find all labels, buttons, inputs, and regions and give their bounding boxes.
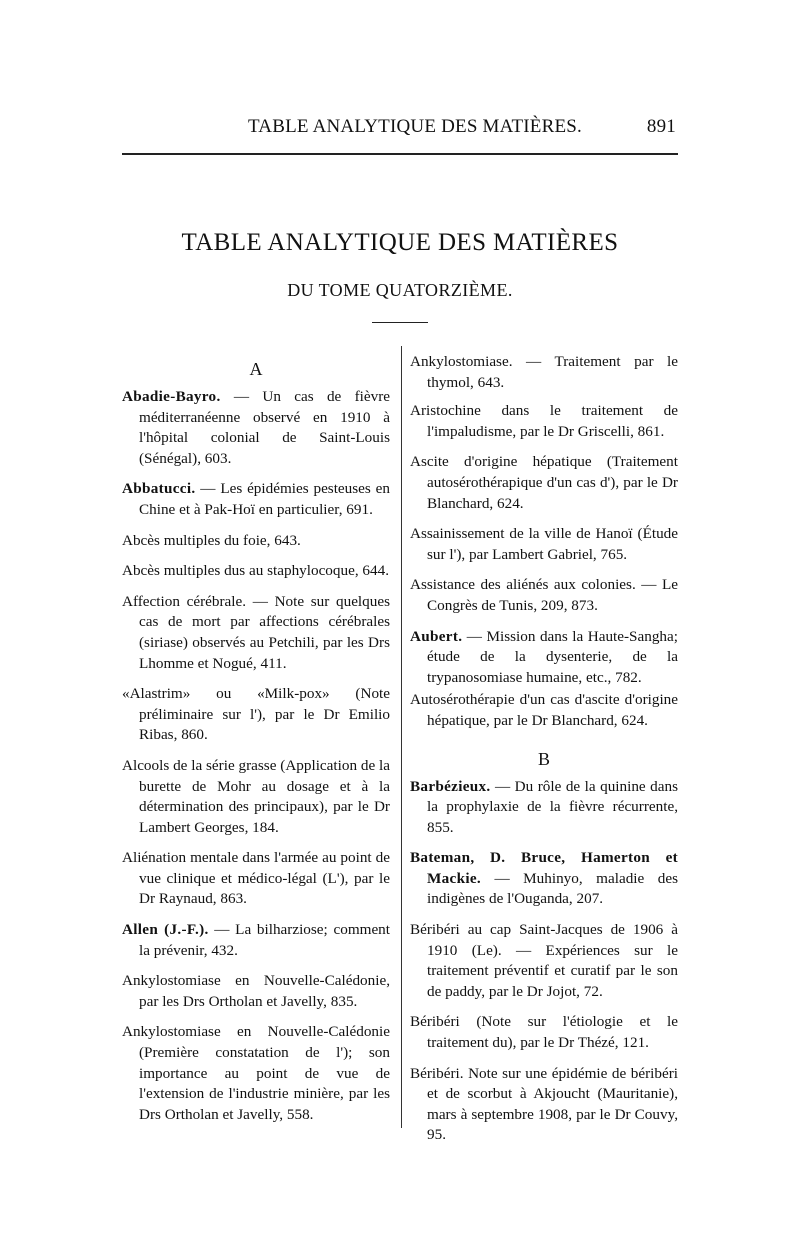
section-letter-a: A [249, 359, 263, 379]
entry-text: Abcès multiples du foie, 643. [122, 531, 301, 549]
index-entry [410, 1064, 678, 1146]
entry-head: Aubert. [410, 627, 463, 645]
index-entry [410, 575, 678, 616]
index-entry [122, 479, 390, 520]
index-entry [122, 848, 390, 910]
running-title: TABLE ANALYTIQUE DES MATIÈRES. [248, 116, 583, 137]
entry-text: Aristochine dans le traitement de l'impaludisme, par le Dr Griscelli, 861. [410, 402, 678, 440]
index-entry [410, 1012, 678, 1053]
index-entry [122, 561, 390, 582]
index-entry [410, 524, 678, 565]
entry-text: Alcools de la série grasse (Application de la burette de Mohr au dosage et à la détermination des principaux), par le Dr Lambert Georges, 184. [122, 756, 390, 836]
index-entry [410, 352, 678, 393]
entry-text: Béribéri au cap Saint-Jacques de 1906 à 1910 (Le). — Expériences sur le traitement préventif et curatif par le son de paddy, par le Dr Jojot, 72. [410, 921, 678, 1000]
index-entry [122, 684, 390, 746]
entry-text: Ankylostomiase. — Traitement par le thymol, 643. [410, 353, 678, 391]
entry-text: — Du rôle de la quinine dans la prophylaxie de la fièvre récurrente, 855. [427, 777, 678, 836]
index-entry [410, 401, 678, 442]
index-entry [410, 848, 678, 910]
entry-text: Assistance des aliénés aux colonies. — Le Congrès de Tunis, 209, 873. [410, 576, 678, 614]
entry-head: Abadie-Bayro. [122, 388, 221, 405]
index-entry [122, 387, 390, 469]
right-entries-b [410, 777, 678, 1147]
entry-text: — Les épidémies pesteuses en Chine et à Pak-Hoï en particulier, 691. [139, 480, 390, 518]
index-entry [122, 1022, 390, 1125]
entry-head: Barbézieux. [410, 777, 491, 795]
index-entry [122, 756, 390, 838]
section-letter-b: B [537, 748, 550, 769]
entry-text: Assainissement de la ville de Hanoï (Étude sur l'), par Lambert Gabriel, 765. [410, 525, 678, 563]
entry-head: Allen (J.-F.). [122, 921, 209, 939]
left-column [122, 358, 390, 1135]
page-title: TABLE ANALYTIQUE DES MATIÈRES [181, 229, 619, 256]
entry-text: Abcès multiples dus au staphylocoque, 644. [122, 562, 390, 580]
column-divider [401, 346, 402, 1128]
index-entry [122, 971, 390, 1012]
index-entry [122, 531, 390, 552]
index-entry [122, 592, 390, 674]
entry-text: Affection cérébrale. — Note sur quelques cas de mort par affections cérébrales (siriase) observés au Petchili, par les Drs Lhomme et Nogué, 411. [122, 592, 390, 672]
entry-text: — Un cas de fièvre méditerranéenne observé en 1910 à l'hôpital colonial de Saint-Louis (Sénégal), 603. [139, 388, 390, 467]
left-entries [122, 387, 390, 1125]
index-entry [122, 920, 390, 961]
entry-head: Bateman, D. Bruce, Hamerton et Mackie. [410, 849, 678, 887]
page-subtitle: DU TOME QUATORZIÈME. [287, 280, 513, 300]
entry-text: — Muhinyo, maladie des indigènes de l'Ouganda, 207. [427, 869, 678, 908]
running-header [122, 116, 678, 142]
entry-text: Béribéri (Note sur l'étiologie et le traitement du), par le Dr Thézé, 121. [410, 1013, 678, 1052]
entry-text: Béribéri. Note sur une épidémie de béribéri et de scorbut à Akjoucht (Mauritanie), mars à septembre 1908, par le Dr Couvy, 95. [410, 1064, 678, 1144]
title-rule [372, 322, 428, 323]
entry-text: «Alastrim» ou «Milk-pox» (Note préliminaire sur l'), par le Dr Emilio Ribas, 860. [122, 685, 390, 744]
right-entries-a [410, 352, 678, 732]
entry-text: Ankylostomiase en Nouvelle-Calédonie, par les Drs Ortholan et Javelly, 835. [122, 972, 390, 1010]
index-entry [410, 777, 678, 839]
entry-text: — Mission dans la Haute-Sangha; étude de la dysenterie, de la trypanosomiase humaine, etc., 782. [427, 627, 678, 686]
entry-text: — La bilharziose; comment la prévenir, 432. [139, 921, 390, 959]
index-entry [410, 690, 678, 731]
entry-text: Autosérothérapie d'un cas d'ascite d'origine hépatique, par le Dr Blanchard, 624. [410, 691, 678, 729]
entry-text: Ascite d'origine hépatique (Traitement autosérothérapique d'un cas d'), par le Dr Blanchard, 624. [410, 453, 678, 512]
header-rule [122, 153, 678, 155]
entry-head: Abbatucci. [122, 480, 196, 498]
page-number: 891 [646, 116, 676, 137]
index-entry [410, 920, 678, 1002]
right-column [410, 352, 678, 1156]
index-entry [410, 627, 678, 689]
entry-text: Ankylostomiase en Nouvelle-Calédonie (Première constatation de l'); son importance au point de vue de l'extension de l'industrie minière, par les Drs Ortholan et Javelly, 558. [122, 1023, 390, 1123]
index-entry [410, 452, 678, 514]
entry-text: Aliénation mentale dans l'armée au point de vue clinique et médico-légal (L'), par le Dr Raynaud, 863. [122, 849, 390, 908]
